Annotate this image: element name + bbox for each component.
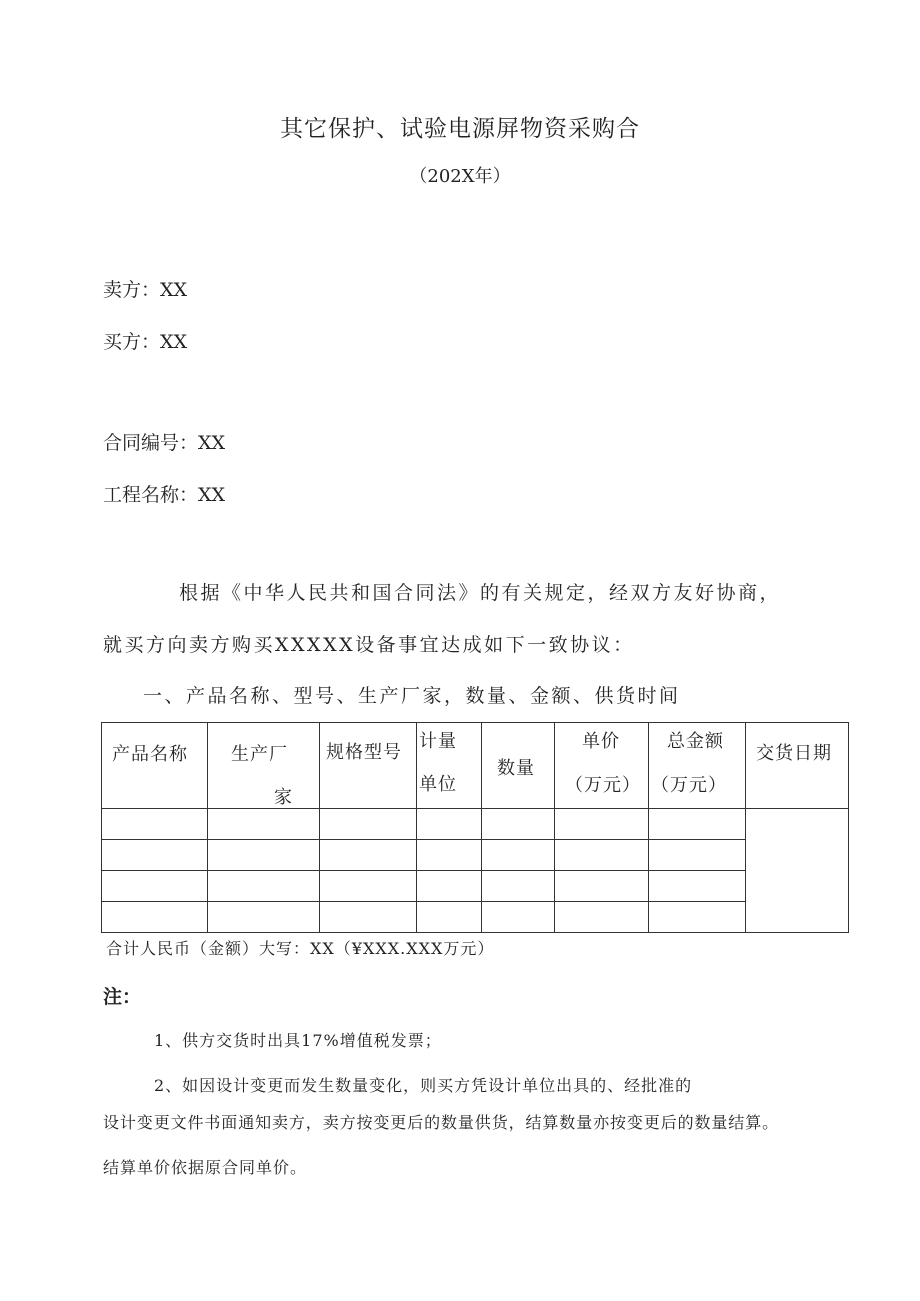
document-title: 其它保护、试验电源屏物资采购合 bbox=[280, 116, 640, 142]
buyer-line: 买方：XX bbox=[103, 331, 188, 353]
header-model-text: 规格型号 bbox=[326, 742, 402, 763]
table-cell bbox=[102, 902, 208, 933]
header-product-name bbox=[102, 723, 208, 809]
table-cell bbox=[417, 809, 482, 840]
table-cell bbox=[102, 809, 208, 840]
table-cell bbox=[649, 840, 746, 871]
table-cell bbox=[320, 840, 417, 871]
header-unit-price bbox=[555, 723, 649, 809]
note-2-line-3: 结算单价依据原合同单价。 bbox=[103, 1158, 308, 1177]
table-cell bbox=[208, 809, 320, 840]
header-quantity bbox=[482, 723, 555, 809]
table-row bbox=[102, 809, 849, 840]
header-total-text-1: 总金额 bbox=[667, 731, 724, 752]
header-total-text-2: （万元） bbox=[651, 775, 727, 796]
header-quantity-text: 数量 bbox=[497, 758, 535, 779]
table-cell bbox=[208, 840, 320, 871]
table-cell bbox=[482, 809, 555, 840]
header-model bbox=[320, 723, 417, 809]
table-cell bbox=[482, 902, 555, 933]
project-name-line: 工程名称：XX bbox=[103, 484, 226, 506]
header-unit-price-text-1: 单价 bbox=[582, 731, 620, 752]
table-cell bbox=[102, 871, 208, 902]
notes-label: 注： bbox=[103, 986, 142, 1008]
header-unit-price-text-2: （万元） bbox=[565, 775, 641, 796]
intro-paragraph-line-2: 就买方向卖方购买XXXXX设备事宜达成如下一致协议： bbox=[103, 634, 635, 656]
table-cell bbox=[482, 840, 555, 871]
header-product-name-text: 产品名称 bbox=[112, 744, 188, 765]
intro-paragraph-line-1: 根据《中华人民共和国合同法》的有关规定，经双方友好协商， bbox=[179, 582, 782, 604]
seller-line: 卖方：XX bbox=[103, 279, 188, 301]
delivery-date-cell bbox=[746, 809, 849, 933]
header-unit-text-2: 单位 bbox=[419, 774, 457, 795]
table-row bbox=[102, 871, 849, 902]
header-unit-text-1: 计量 bbox=[419, 731, 457, 752]
note-1: 1、供方交货时出具17%增值税发票； bbox=[154, 1031, 442, 1050]
header-delivery-date-text: 交货日期 bbox=[756, 743, 832, 764]
table-cell bbox=[555, 871, 649, 902]
table-cell bbox=[555, 902, 649, 933]
table-cell bbox=[417, 902, 482, 933]
header-unit bbox=[417, 723, 482, 809]
table-row bbox=[102, 840, 849, 871]
table-cell bbox=[649, 809, 746, 840]
table-cell bbox=[555, 840, 649, 871]
table-cell bbox=[102, 840, 208, 871]
table-cell bbox=[417, 871, 482, 902]
contract-number-line: 合同编号：XX bbox=[103, 432, 226, 454]
table-cell bbox=[482, 871, 555, 902]
header-manufacturer bbox=[208, 723, 320, 809]
table-cell bbox=[208, 871, 320, 902]
goods-table bbox=[101, 722, 849, 933]
table-cell bbox=[649, 902, 746, 933]
table-cell bbox=[555, 809, 649, 840]
table-cell bbox=[320, 809, 417, 840]
header-delivery-date bbox=[746, 723, 849, 809]
table-row bbox=[102, 902, 849, 933]
table-cell bbox=[320, 871, 417, 902]
note-2-line-1: 2、如因设计变更而发生数量变化，则买方凭设计单位出具的、经批准的 bbox=[154, 1076, 693, 1095]
table-cell bbox=[417, 840, 482, 871]
table-cell bbox=[208, 902, 320, 933]
table-cell bbox=[320, 902, 417, 933]
total-amount-line: 合计人民币（金额）大写：XX（¥XXX.XXX万元） bbox=[106, 939, 495, 958]
header-manufacturer-text-2: 家 bbox=[274, 787, 293, 808]
header-manufacturer-text-1: 生产厂 bbox=[231, 744, 288, 765]
note-2-line-2: 设计变更文件书面通知卖方，卖方按变更后的数量供货，结算数量亦按变更后的数量结算。 bbox=[103, 1113, 780, 1132]
section-1-heading: 一、产品名称、型号、生产厂家，数量、金额、供货时间 bbox=[143, 685, 681, 707]
table-cell bbox=[649, 871, 746, 902]
header-total bbox=[649, 723, 746, 809]
table-header-row bbox=[102, 723, 849, 809]
document-year: （202X年） bbox=[409, 166, 511, 187]
